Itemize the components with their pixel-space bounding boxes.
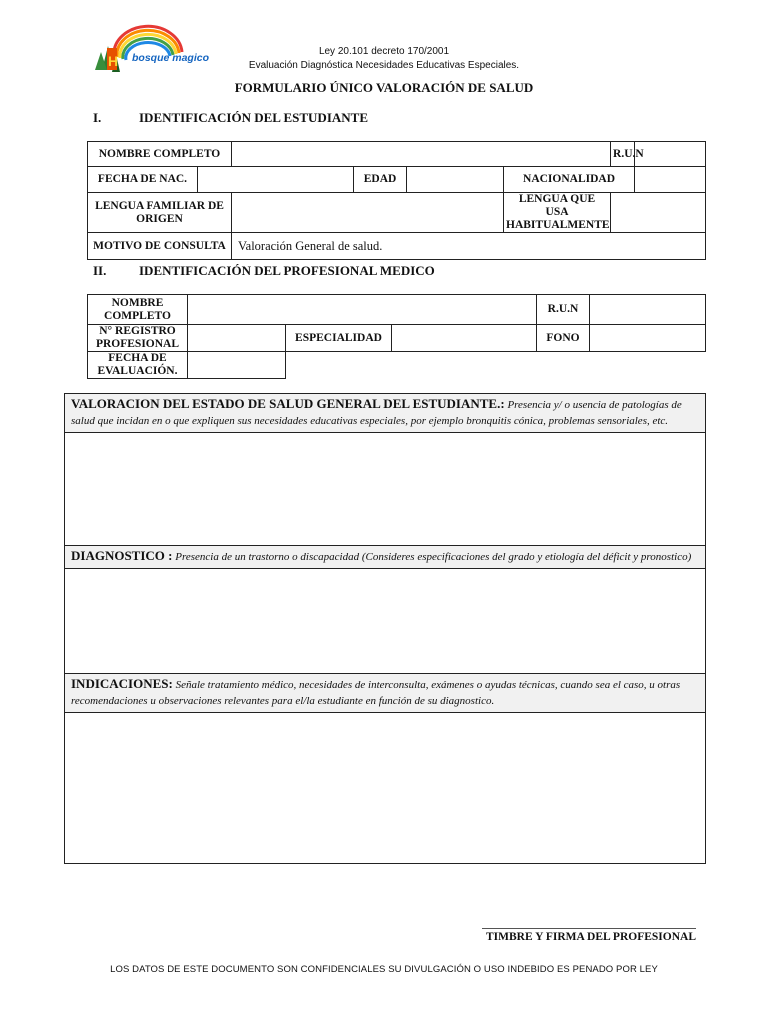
family-language-label: LENGUA FAMILIAR DE ORIGEN — [88, 193, 232, 233]
diagnostico-hint: Presencia de un trastorno o discapacidad (Consideres especificaciones del grado y etiología del déficit y pronostico) — [172, 551, 692, 563]
age-field[interactable] — [407, 167, 504, 193]
student-id-table — [87, 141, 706, 260]
valoracion-hint: Presencia y/ o usencia de patologías de salud que incidan en o que expliquen sus necesidades educativas especiales, por ejemplo bronquitis cónica, problemas sensoriales, etc. — [71, 399, 682, 427]
diagnostico-heading: DIAGNOSTICO : — [71, 548, 173, 563]
phone-field[interactable] — [590, 325, 706, 352]
student-name-label: NOMBRE COMPLETO — [88, 142, 232, 167]
specialty-label: ESPECIALIDAD — [286, 325, 392, 352]
valoracion-field[interactable] — [65, 433, 705, 545]
evaluation-date-field[interactable] — [188, 352, 286, 379]
confidentiality-notice: LOS DATOS DE ESTE DOCUMENTO SON CONFIDENCIALES SU DIVULGACIÓN O USO INDEBIDO ES PENADO POR LEY — [110, 964, 658, 975]
professional-name-label: NOMBRE COMPLETO — [88, 295, 188, 325]
signature-label: TIMBRE Y FIRMA DEL PROFESIONAL — [485, 931, 696, 943]
student-run-label: R.U.N — [611, 142, 635, 167]
professional-name-field[interactable] — [188, 295, 537, 325]
birthdate-field[interactable] — [198, 167, 354, 193]
specialty-field[interactable] — [392, 325, 537, 352]
school-logo — [92, 24, 210, 76]
valoracion-heading: VALORACION DEL ESTADO DE SALUD GENERAL DEL ESTUDIANTE.: — [71, 396, 505, 411]
usual-language-label: LENGUA QUE USA HABITUALMENTE — [504, 193, 611, 233]
diagnostico-field[interactable] — [65, 569, 705, 673]
registry-number-label: N° REGISTRO PROFESIONAL — [88, 325, 188, 352]
logo-text: bosque magico — [132, 52, 210, 64]
signature-line[interactable] — [482, 928, 696, 929]
student-name-field[interactable] — [232, 142, 611, 167]
indicaciones-hint: Señale tratamiento médico, necesidades de interconsulta, exámenes o ayudas técnicas, cuando sea el caso, u otras recomendaciones u observaciones relevantes para el/la estudiante en función de su diagnostico. — [71, 679, 681, 707]
evaluation-date-label: FECHA DE EVALUACIÓN. — [88, 352, 188, 379]
family-language-field[interactable] — [232, 193, 504, 233]
student-run-field[interactable] — [635, 142, 706, 167]
section2-title: IDENTIFICACIÓN DEL PROFESIONAL MEDICO — [139, 263, 435, 278]
professional-run-label: R.U.N — [537, 295, 590, 325]
nationality-field[interactable] — [635, 167, 706, 193]
form-title: FORMULARIO ÚNICO VALORACIÓN DE SALUD — [234, 80, 534, 95]
nationality-label: NACIONALIDAD — [504, 167, 635, 193]
indicaciones-header — [65, 673, 705, 713]
form-subtitle: Evaluación Diagnóstica Necesidades Educativas Especiales. — [248, 60, 520, 71]
section1-title: IDENTIFICACIÓN DEL ESTUDIANTE — [139, 110, 368, 125]
phone-label: FONO — [537, 325, 590, 352]
professional-run-field[interactable] — [590, 295, 706, 325]
consult-reason-label: MOTIVO DE CONSULTA — [88, 233, 232, 260]
consult-reason-value[interactable]: Valoración General de salud. — [232, 233, 706, 260]
diagnostico-header — [65, 545, 705, 569]
health-assessment-box — [64, 393, 706, 864]
section2-number: II. — [93, 263, 107, 278]
section1-number: I. — [93, 110, 102, 125]
indicaciones-field[interactable] — [65, 713, 705, 853]
indicaciones-heading: INDICACIONES: — [71, 676, 173, 691]
birthdate-label: FECHA DE NAC. — [88, 167, 198, 193]
registry-number-field[interactable] — [188, 325, 286, 352]
usual-language-field[interactable] — [611, 193, 706, 233]
professional-id-table — [87, 294, 706, 379]
law-line: Ley 20.101 decreto 170/2001 — [318, 46, 450, 57]
valoracion-header — [65, 394, 705, 433]
age-label: EDAD — [354, 167, 407, 193]
svg-text:H: H — [108, 53, 119, 69]
